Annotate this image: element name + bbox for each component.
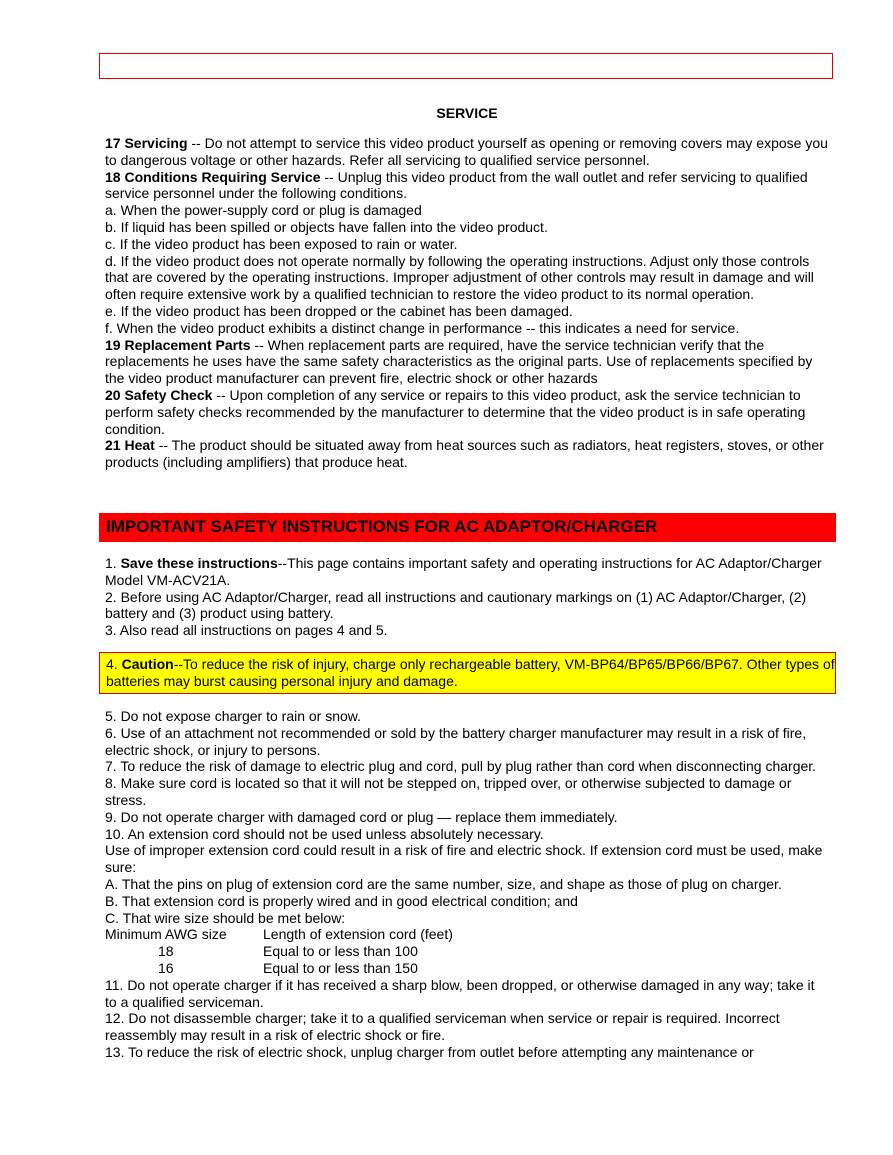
instruction-line: B. That extension cord is properly wired and in good electrical condition; and xyxy=(105,892,578,909)
instruction-line: 9. Do not operate charger with damaged cord or plug — replace them immediately. xyxy=(105,808,618,825)
instruction-line: 8. Make sure cord is located so that it will not be stepped on, tripped over, or otherwise subjected to damage or stress. xyxy=(105,775,792,808)
awg-table-row: 18 Equal to or less than 100 xyxy=(158,943,418,960)
instruction-line: Use of improper extension cord could result in a risk of fire and electric shock. If extension cord must be used, make sure: xyxy=(105,842,823,876)
instruction-line: 6. Use of an attachment not recommended or sold by the battery charger manufacturer may result in a risk of fire, electric shock, or injury to persons. xyxy=(105,724,807,758)
caution-box xyxy=(99,652,836,694)
instruction-line: 7. To reduce the risk of damage to electric plug and cord, pull by plug rather than cord when disconnecting charger. xyxy=(105,758,817,775)
instruction-line: 10. An extension cord should not be used unless absolutely necessary. xyxy=(105,825,544,842)
instruction-line: 11. Do not operate charger if it has received a sharp blow, been dropped, or otherwise damaged in any way; take it to a qualified serviceman. xyxy=(105,976,815,1010)
service-item-18: 18 Conditions Requiring Service -- Unplug this video product from the wall outlet and refer servicing to qualified service personnel under the following conditions. xyxy=(105,168,808,202)
adaptor-intro xyxy=(105,555,830,639)
condition-c: c. If the video product has been exposed to rain or water. xyxy=(105,235,458,252)
condition-a: a. When the power-supply cord or plug is damaged xyxy=(105,202,422,219)
service-section xyxy=(105,135,830,471)
condition-d: d. If the video product does not operate normally by following the operating instructions. Adjust only those controls that are covered by the operating instructions. Improper adjustment of other controls may result in damage and will often require extensive work by a qualified technician to restore the video product to its normal operation. xyxy=(105,252,814,303)
condition-f: f. When the video product exhibits a distinct change in performance -- this indicates a need for service. xyxy=(105,319,740,336)
awg-table-header: Minimum AWG size Length of extension cord (feet) xyxy=(105,926,453,943)
service-item-17: 17 Servicing -- Do not attempt to service this video product yourself as opening or removing covers may expose you to dangerous voltage or other hazards. Refer all servicing to qualified service personnel. xyxy=(105,135,828,168)
adaptor-banner-title: IMPORTANT SAFETY INSTRUCTIONS FOR AC ADAPTOR/CHARGER xyxy=(106,517,658,536)
condition-e: e. If the video product has been dropped or the cabinet has been damaged. xyxy=(105,302,573,319)
service-heading: SERVICE xyxy=(436,105,498,121)
awg-table-row: 16 Equal to or less than 150 xyxy=(158,959,418,976)
condition-b: b. If liquid has been spilled or objects have fallen into the video product. xyxy=(105,218,548,235)
service-item-21: 21 Heat -- The product should be situated away from heat sources such as radiators, heat registers, stoves, or other products (including amplifiers) that produce heat. xyxy=(105,437,824,471)
adaptor-banner xyxy=(99,513,836,542)
adaptor-instructions xyxy=(105,708,830,1061)
adaptor-item-2: 2. Before using AC Adaptor/Charger, read all instructions and cautionary markings on (1) AC Adaptor/Charger, (2) battery and (3) product using battery. xyxy=(105,588,807,622)
instruction-line: A. That the pins on plug of extension cord are the same number, size, and shape as those of plug on charger. xyxy=(105,875,782,892)
adaptor-item-1: 1. Save these instructions--This page contains important safety and operating instructions for AC Adaptor/Charger Model VM-ACV21A. xyxy=(105,555,822,588)
header-box xyxy=(99,53,833,79)
adaptor-item-3: 3. Also read all instructions on pages 4 and 5. xyxy=(105,622,388,639)
instruction-line: 12. Do not disassemble charger; take it to a qualified serviceman when service or repair is required. Incorrect reassembly may result in a risk of electric shock or fire. xyxy=(105,1010,780,1044)
service-item-20: 20 Safety Check -- Upon completion of any service or repairs to this video product, ask the service technician to perform safety checks recommended by the manufacturer to determine that the video product is in safe operating condition. xyxy=(105,386,806,437)
instruction-line: 5. Do not expose charger to rain or snow. xyxy=(105,708,362,724)
service-item-19: 19 Replacement Parts -- When replacement parts are required, have the service technician verify that the replacements he uses have the same safety characteristics as the original parts. Use of replacements specified by the video product manufacturer can prevent fire, electric shock or other hazards xyxy=(105,336,813,387)
caution-text: 4. Caution--To reduce the risk of injury, charge only rechargeable battery, VM-BP64/BP65/BP66/BP67. Other types of batteries may burst causing personal injury and damage. xyxy=(106,656,835,689)
instruction-line: C. That wire size should be met below: xyxy=(105,909,346,926)
instruction-line: 13. To reduce the risk of electric shock, unplug charger from outlet before attempting any maintenance or xyxy=(105,1043,754,1060)
